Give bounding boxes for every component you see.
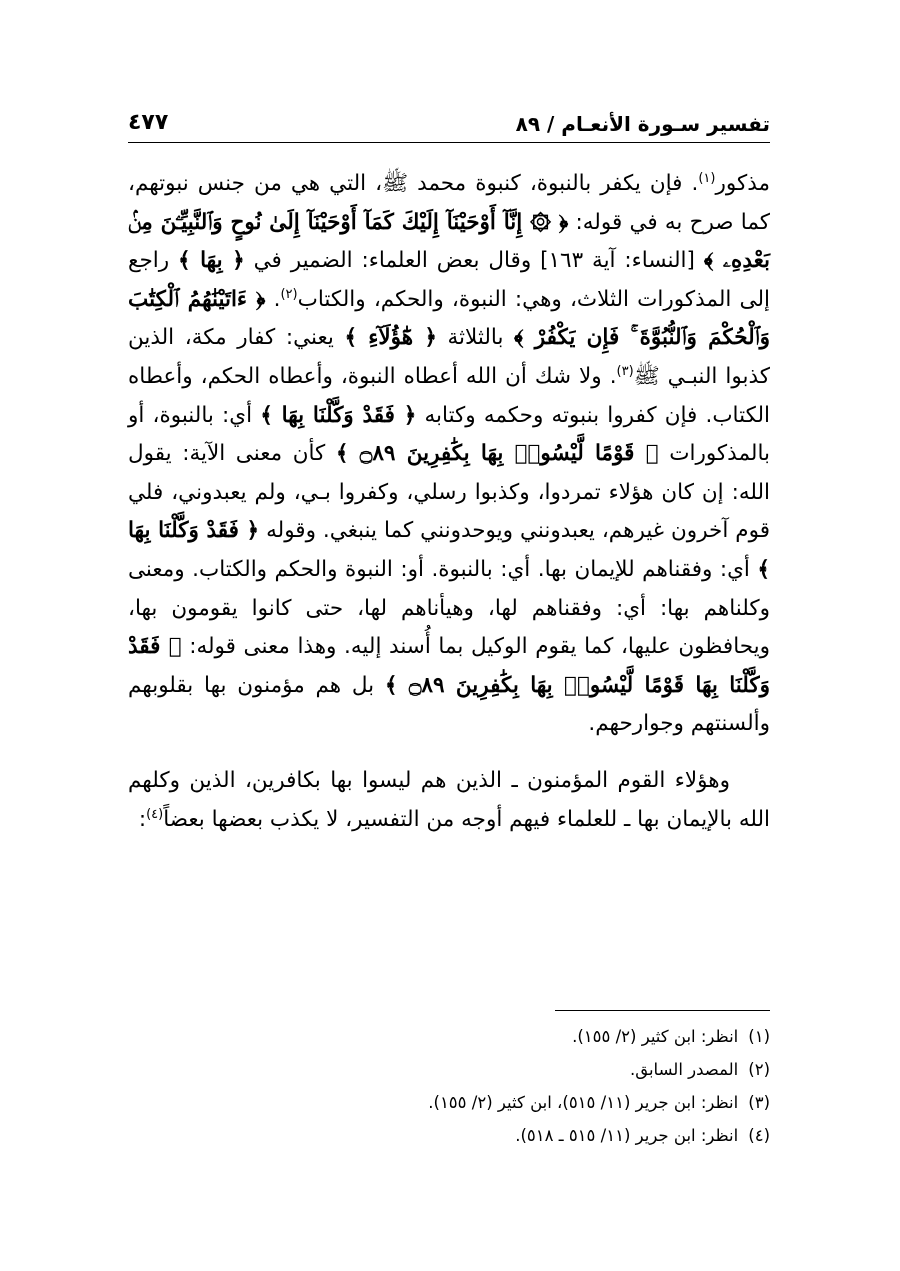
page-number: ٤٧٧	[128, 110, 169, 135]
text-run: بالثلاثة	[436, 325, 515, 351]
text-run: . فإن يكفر بالنبوة، كنبوة محمد ﷺ، التي هي من جنس نبوتهم، كما صرح به في قوله:	[128, 171, 770, 235]
text-run: راجع إلى المذكورات الثلاث، وهي: النبوة، والحكم، والكتاب	[128, 248, 770, 312]
text-run: :	[138, 806, 147, 832]
text-run: يعني: كفار مكة، الذين كذبوا النبـي ﷺ	[128, 325, 770, 389]
quran-verse: ﴿ ءَاتَيْنَٰهُمُ ٱلْكِتَٰبَ وَٱلْحُكْمَ وَٱلنُّبُوَّةَ ۚ فَإِن يَكْفُرْ ﴾	[128, 286, 770, 351]
footnote-ref[interactable]: (١)	[698, 170, 716, 186]
footnote-number: (٢)	[748, 1060, 770, 1079]
quran-verse: ﴿ هَٰٓؤُلَآءِ ﴾	[344, 325, 437, 351]
footnote-number: (٣)	[748, 1093, 770, 1112]
footnote-text: انظر: ابن كثير (٢/ ١٥٥).	[572, 1027, 739, 1046]
footnote	[128, 1119, 770, 1152]
footnote-ref[interactable]: (٤)	[146, 806, 164, 822]
footnote-text: انظر: ابن جرير (١١/ ٥١٥ ـ ٥١٨).	[515, 1126, 739, 1145]
footnote	[128, 1020, 770, 1053]
book-page	[128, 108, 770, 1188]
text-run: . ولا شك أن الله أعطاه النبوة، وأعطاه الحكم، وأعطاه الكتاب. فإن كفروا بنبوته وحكمه وكتابه	[128, 363, 770, 428]
text-run: .	[265, 286, 281, 312]
quran-verse: ﴿ فَقَدْ وَكَّلْنَا بِهَا ﴾	[260, 402, 417, 428]
footnote-ref[interactable]: (٣)	[616, 363, 634, 379]
quran-verse: ﴿ بِهَا ﴾	[177, 248, 245, 274]
footnotes	[128, 1020, 770, 1152]
text-run: [النساء: آية ١٦٣] وقال بعض العلماء: الضمير في	[244, 248, 704, 274]
footnote-divider	[555, 1010, 770, 1011]
footnote	[128, 1086, 770, 1119]
footnote-text: انظر: ابن جرير (١١/ ٥١٥)، ابن كثير (٢/ ١٥٥).	[428, 1093, 739, 1112]
text-run: مذكور	[715, 171, 770, 196]
text-run: كأن معنى الآية: يقول الله: إن كان هؤلاء تمردوا، وكذبوا رسلي، وكفروا بـي، ولم يعبدوني، فلي قوم آخرون غيرهم، يعبدونني ويوحدونني كما ينبغي. وقوله	[128, 441, 770, 544]
footnote-number: (١)	[748, 1027, 770, 1046]
main-text	[128, 165, 770, 839]
footnote-ref[interactable]: (٢)	[280, 286, 298, 302]
quran-verse: ﴿ فَقَدْ وَكَّلْنَا بِهَا قَوْمًا لَّيْسُوا۟ بِهَا بِكَٰفِرِينَ ۝٨٩ ﴾	[128, 634, 770, 698]
paragraph	[128, 762, 770, 839]
page-header	[128, 108, 770, 143]
paragraph	[128, 165, 770, 744]
quran-verse: ﴿ فَقَدْ وَكَّلْنَا بِهَا ﴾	[128, 518, 770, 582]
footnote-number: (٤)	[748, 1126, 770, 1145]
running-title: تفسير سـورة الأنعـام / ٨٩	[515, 112, 770, 136]
text-run: أي: وفقناهم للإيمان بها. أي: بالنبوة. أو: النبوة والحكم والكتاب. ومعنى وكلناهم بها: أي: وفقناهم لها، وهيأناهم لها، حتى كانوا يقومون بها، ويحافظون عليها، كما يقوم الوكيل بما أُسند إليه. وهذا معنى قوله:	[128, 556, 771, 660]
text-run: وهؤلاء القوم المؤمنون ـ الذين هم ليسوا بها بكافرين، الذين وكلهم الله بالإيمان بها ـ للعلماء فيهم أوجه من التفسير، لا يكذب بعضها بعضاً	[128, 767, 770, 832]
quran-verse: ﴿ قَوْمًا لَّيْسُوا۟ بِهَا بِكَٰفِرِينَ ۝٨٩ ﴾	[335, 441, 659, 467]
text-run: بل هم مؤمنون بها بقلوبهم وألسنتهم وجوارحهم.	[128, 672, 770, 737]
quran-verse: ﴿ ۞ إِنَّآ أَوْحَيْنَآ إِلَيْكَ كَمَآ أَوْحَيْنَآ إِلَىٰ نُوحٍ وَٱلنَّبِيِّـۧنَ مِنۢ بَعْدِهِۦ ﴾	[128, 209, 770, 274]
footnote	[128, 1053, 770, 1086]
text-run: أي: بالنبوة، أو بالمذكورات	[128, 402, 770, 467]
footnote-text: المصدر السابق.	[629, 1060, 739, 1079]
